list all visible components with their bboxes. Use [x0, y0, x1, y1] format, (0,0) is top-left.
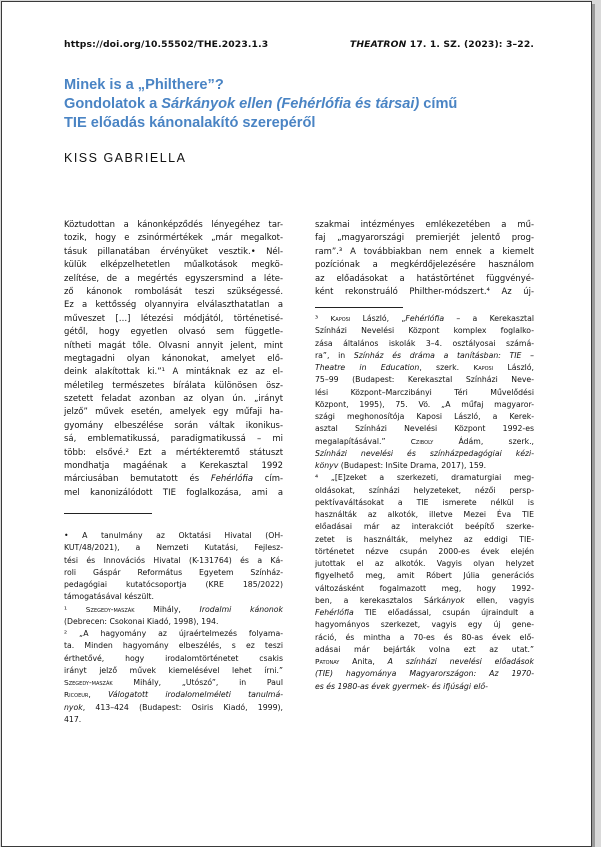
left-column-body [64, 218, 283, 499]
footnote-line: hagyományos szerkezet, vagyis egy új gene- [315, 620, 534, 630]
footnote-line: es és 1980-as évek gyermek- és ifjúsági elő- [315, 681, 488, 691]
footnote-line: Színházi Nevelési Központ komplex foglalko- [315, 326, 534, 336]
body-line: Köztudottan a kánonképződés lényegéhez tar- [64, 219, 283, 229]
body-line: deink alakítottak ki.”¹ A mintáknak ez az el- [64, 366, 283, 377]
title-line-2-italic: Sárkányok ellen (Fehérlófia és társai) [161, 96, 420, 112]
footnote-line: megalapításával.” Cziboly Ádám, szerk., [315, 436, 535, 446]
title-line-2-end: című [419, 96, 458, 112]
footnote-line: Theatre in Education, szerk. Kaposi László, [315, 363, 535, 372]
body-line: nítheti magát tőle. Olvasni annyit jelent, mint [64, 339, 283, 350]
body-line: gétől, hogy egyetlen olvasó sem függetle- [64, 326, 283, 337]
footnote-line: Ricoeur, Válogatott irodalomelméleti tanulmá- [64, 690, 283, 700]
footnote-line: (TIE) hagyománya Magyarországon: Az 1970- [315, 669, 534, 679]
title-line-2-start: Gondolatok a [64, 96, 162, 112]
body-line: tásuk pillanatában érvényüket vesztik.• Nél- [64, 245, 283, 256]
article-title [64, 76, 534, 133]
right-column-footnotes [315, 313, 534, 693]
footnote-line: érthetővé, hogy irodalomtörténetet csakis [64, 653, 283, 663]
footnote-line: ben, a kerekasztalos Sárkányok ellen, vagyis [315, 595, 534, 605]
body-line: sá, emblematikussá, paradigmatikussá – mi [64, 433, 283, 444]
footnote-line: történetet nézve csupán 2000-es évek elején [315, 546, 534, 556]
journal-name: THEATRON [349, 39, 407, 50]
body-line: ram”.³ A továbbiakban nem ennek a kiemelt [315, 245, 534, 256]
footnote-line: ⁴ „[E]zeket a szerkezeti, dramaturgiai meg- [315, 473, 534, 483]
footnote-line: (Debrecen: Csokonai Kiadó, 1998), 194. [64, 616, 219, 626]
footnote [64, 604, 283, 629]
footnote-line: zetet is használták, melyhez az eddigi TIE- [315, 534, 534, 544]
body-line: szakmai intézményes emlékezetében a mű- [315, 219, 534, 229]
body-line: márciusában bemutatott és Fehérlófia cím- [64, 473, 283, 484]
body-line: tozik, hogy e zsinórmértékek „már megalkot- [64, 232, 283, 243]
body-line: jelző” művek esetén, amelyek egy műfaji ha- [64, 406, 283, 417]
journal-citation [350, 39, 534, 50]
body-line: ként rekonstruáló Philther-módszert.⁴ Az új- [315, 285, 534, 296]
footnote-line: használták az alkotók, illetve Mezei Éva TIE [315, 510, 534, 519]
body-line: mel kanonizálódott TIE foglalkozása, ami a [64, 486, 283, 497]
footnote-line: 75–99 (Budapest: Kerekasztal Színházi Neve- [315, 375, 534, 385]
footnote-line: 417. [64, 714, 82, 724]
footnote-line: változásként fogalmazott meg, hogy 1992- [315, 583, 534, 593]
title-line-1: Minek is a „Philthere”? [64, 77, 224, 93]
footnote-line: adásai már bejárták volna ezt az utat.” [315, 644, 534, 654]
footnote-line: könyv (Budapest: InSite Drama, 2017), 159. [315, 461, 487, 470]
footnote-line: Patonay Anita, A színházi nevelési előadások [315, 657, 534, 666]
body-line: ző kánonok rombolását teszi szükségessé. [64, 285, 283, 296]
footnote-line: oldásokat, színházi helyzeteket, nézői persp- [315, 485, 534, 495]
left-column-footnotes [64, 530, 283, 726]
body-line: szetett feladat azonban az olyan ún. „irányt [64, 393, 283, 404]
footnote-line: Fehérlófia TIE előadással, csupán újraindult a [315, 608, 534, 617]
footnote-line: ra”, in Színház és dráma a tanításban: TIE – [315, 350, 535, 360]
footnote-line: előadásai már az interakciót beépítő szerke- [315, 522, 534, 532]
body-line: zelítése, de a megértés egyszersmind a léte- [64, 272, 283, 283]
footnote-line: lési Központ–Marczibányi Téri Művelődési [315, 387, 534, 397]
footnote-line: ³ Kaposi László, „Fehérlófia – a Kerekasztal [315, 314, 534, 323]
doi-link[interactable]: https://doi.org/10.55502/THE.2023.1.3 [64, 39, 269, 50]
footnote-rule-right [315, 307, 403, 308]
body-line: méletileg természetes bírálata különösen ösz- [64, 379, 283, 390]
footnote [315, 313, 534, 472]
footnote-line: pektívaváltásokat a TIE ismerete nélkül is [315, 497, 534, 507]
body-line: faj „magyarországi premierjét jelentő prog- [315, 232, 534, 243]
right-column-body [315, 218, 534, 298]
body-line: pozíciónak a megkérdőjelezésére használom [315, 259, 534, 270]
footnote-line: irányt jelző művek kiemelésével lehet írni.” [64, 665, 283, 675]
body-line: több: elsővé.² Ezt a mértékteremtő státuszt [64, 446, 283, 457]
footnote [315, 472, 534, 693]
footnote-line: pedagógiai kutatócsoportja (KRE 185/2022) [64, 580, 283, 589]
body-line: Ez a kettősség olyannyira elválaszthatatlan a [64, 299, 283, 310]
title-line-3: TIE előadás kánonalakító szerepéről [64, 115, 316, 131]
footnote-line: Központ, 1995), 75. Vö. „A műfaj magyaror- [315, 399, 534, 409]
footnote-line: KUT/48/2021), a Nemzeti Kutatási, Fejlesz- [64, 543, 283, 553]
footnote-line: ² „A hagyomány az újraértelmezés folyama- [64, 629, 283, 638]
body-line: az előadásokat a hatástörténet függvényé- [315, 272, 534, 283]
journal-issue: 17. 1. SZ. (2023): 3–22. [406, 39, 534, 50]
footnote-line: jutottak el az alkotók. Vagyis olyan helyzet [315, 559, 534, 568]
footnote-line: • A tanulmány az Oktatási Hivatal (OH- [64, 531, 283, 540]
body-line: gyomány elbeszélése során váltak ikonikus- [64, 419, 283, 430]
footnote-line: zása általános iskolák 3–4. osztályosai számá- [315, 338, 534, 348]
body-line: műveszet […] létezési módjától, történetisé- [64, 312, 283, 323]
footnote-line: asztal Színházi Nevelési Központ 1992-es [315, 424, 534, 434]
footnote-line: nyok, 413–424 (Budapest: Osiris Kiadó, 1999), [64, 702, 283, 712]
body-line: megtagadni olyan kánonokat, amelyet elő- [64, 352, 283, 363]
body-line: külük elképzelhetetlen műalkotások megkö- [64, 259, 283, 270]
footnote [64, 628, 283, 726]
footnote-line: Szegedy-maszák Mihály, „Utószó”, in Paul [64, 678, 283, 687]
author-name: KISS GABRIELLA [64, 151, 187, 165]
footnote [64, 530, 283, 604]
footnote-line: Színházi nevelési és színházpedagógiai kézi- [315, 448, 534, 458]
footnote-line: ta. Minden hagyomány elbeszélés, s ez teszi [64, 641, 283, 651]
footnote-line: támogatásával készült. [64, 592, 154, 602]
body-line: mondhatja magáénak a Kerekasztal 1992 [64, 460, 283, 471]
footnote-line: roli Gáspár Református Egyetem Színház- [64, 567, 283, 577]
footnote-line: figyelhető meg, amit Róbert Júlia generációs [315, 571, 534, 581]
footnote-line: ¹ Szegedy-maszák Mihály, Irodalmi kánonok [64, 604, 283, 614]
footnote-line: ráció, és mintha a 70-es és 80-as évek elő- [315, 632, 534, 642]
footnote-rule-left [64, 513, 152, 514]
footnote-line: tési és Innovációs Hivatal (K-131764) és a Ká- [64, 555, 283, 565]
journal-page [1, 1, 592, 847]
footnote-line: szági meghonosítója Kaposi László, a Kerek- [315, 412, 534, 421]
title-line-2 [64, 95, 534, 114]
